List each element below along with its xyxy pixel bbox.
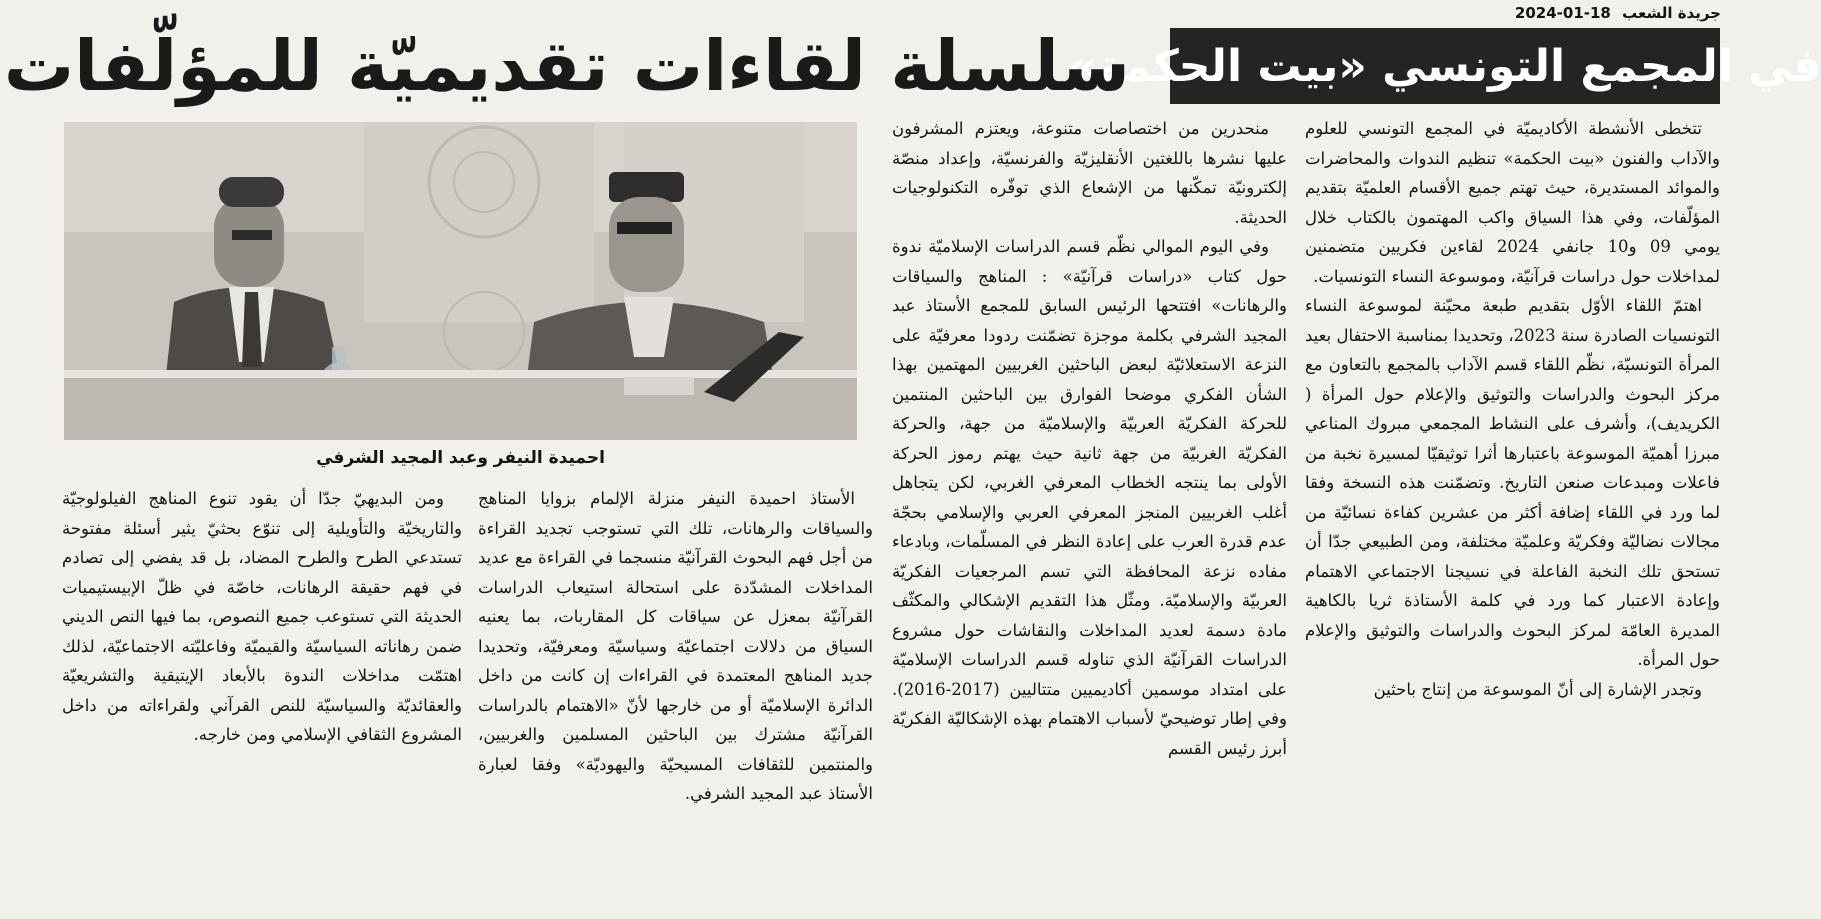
- paragraph: تتخطى الأنشطة الأكاديميّة في المجمع التونسي للعلوم والآداب والفنون «بيت الحكمة» تنظيم الندوات والمحاضرات والموائد المستديرة، حيث تهتم جميع الأقسام العلميّة بتقديم المؤلّفات، وفي هذا السياق واكب المهتمون بالكتاب خلال يومي 09 و10 جانفي 2024 لقاءين فكريين متضمنين لمداخلات حول دراسات قرآنيّة، وموسوعة النساء التونسيات.: [1305, 119, 1721, 286]
- article-column-4: [62, 484, 462, 864]
- paragraph: منحدرين من اختصاصات متنوعة، ويعتزم المشرفون عليها نشرها باللغتين الأنقليزيّة والفرنسيّة، وإعداد منصّة إلكترونيّة تمكّنها من الإشعاع الذي توفّره التكنولوجيات الحديثة.: [892, 119, 1287, 227]
- paragraph: اهتمّ اللقاء الأوّل بتقديم طبعة محيّنة لموسوعة النساء التونسيات الصادرة سنة 2023، وتحديدا بمناسبة الاحتفال بعيد المرأة التونسيّة، نظّم اللقاء قسم الآداب بالمجمع بالتعاون مع مركز البحوث والدراسات والتوثيق والإعلام حول المرأة ( الكريديف)، وأشرف على النشاط المجمعي مبروك المناعي مبرزا أهميّة الموسوعة باعتبارها أثرا توثيقيّا لمسيرة نخبة من فاعلات ومبدعات صنعن التاريخ. وتضمّنت هذه النسخة وفقا لما ورد في اللقاء إضافة أكثر من عشرين كفاءة نسائيّة من مجالات نضاليّة وفكريّة وعلميّة مختلفة، ومن الطبيعي جدّا أن تستحق تلك النخبة الفاعلة في نسيجنا الاجتماعي الاهتمام وإعادة الاعتبار كما ورد في كلمة الأستاذة ثريا بالكاهية المديرة العامّة لمركز البحوث والدراسات والتوثيق والإعلام حول المرأة.: [1305, 296, 1721, 669]
- issue-date: 2024-01-18: [1514, 4, 1611, 22]
- paragraph: الأستاذ احميدة النيفر منزلة الإلمام بزوايا المناهج والسياقات والرهانات، تلك التي تستوجب تجديد القراءة من أجل فهم البحوث القرآنيّة منسجما في القراءة مع عديد المداخلات المشدّدة على استحالة استيعاب الدراسات القرآنيّة بمعزل عن سياقات كل المقاربات، بما يعنيه السياق من دلالات اجتماعيّة وسياسيّة ومعرفيّة، وتحديدا جديد المناهج المعتمدة في القراءات إن كانت من داخل الدائرة الإسلاميّة أو من خارجها لأنّ «الاهتمام بالدراسات القرآنيّة مشترك بين الباحثين المسلمين والغربيين، والمنتمين للثقافات المسيحيّة واليهوديّة» وفقا لعبارة الأستاذ عبد المجيد الشرفي.: [478, 489, 873, 803]
- article-column-3: [478, 484, 873, 864]
- article-column-2: [892, 114, 1287, 844]
- newspaper-name: جريدة الشعب: [1622, 4, 1721, 22]
- paragraph: وتجدر الإشارة إلى أنّ الموسوعة من إنتاج باحثين: [1373, 679, 1702, 699]
- article-column-1: [1305, 114, 1720, 844]
- paragraph: ومن البديهيّ جدّا أن يقود تنوع المناهج الفيلولوجيّة والتاريخيّة والتأويلية إلى تنوّع بحثيّ يثير أسئلة مفتوحة تستدعي الطرح والطرح المضاد، بل قد يفضي إلى تصادم في فهم حقيقة الرهانات، خاصّة في ظلّ الإبيستيميات الحديثة التي تستوعب جميع النصوص، بما فيها النص الديني ضمن رهاناته السياسيّة والقيميّة وفاعليّته الاجتماعيّة، لذلك اهتمّت مداخلات الندوة بالأبعاد الإيتيقية والتشريعيّة والعقائديّة والسياسيّة للنص القرآني ولقراءاته من داخل المشروع الثقافي الإسلامي ومن خارجه.: [62, 489, 462, 744]
- photo-caption: احميدة النيفر وعبد المجيد الشرفي: [316, 448, 605, 468]
- kicker-banner: [1068, 28, 1821, 104]
- paragraph: وفي اليوم الموالي نظّم قسم الدراسات الإسلاميّة ندوة حول كتاب «دراسات قرآنيّة» : المناهج والسياقات والرهانات» افتتحها الرئيس السابق للمجمع الأستاذ عبد المجيد الشرفي بكلمة موجزة تضمّنت ردودا معرفيّة على النزعة الاستعلائيّة لبعض الباحثين الغربيين المهتمين بهذا الشأن الفكري موضحا الفوارق بين الباحثين المنتمين للحركة الفكريّة العربيّة والإسلاميّة من جهة، والحركة الفكريّة الغربيّة من جهة ثانية حيث يهتم رموز الحركة الأولى بما ينتجه الخطاب المعرفي الغربي، لكن يتجاهل أغلب الغربيين المنجز المعرفي العربي والإسلامي بحجّة عدم قدرة العرب على إعادة النظر في المسلّمات، وبادعاء مفاده نزعة المحافظة التي تسم المرجعيات الفكريّة العربيّة والإسلاميّة. ومثّل هذا التقديم الإشكالي والمكثّف مادة دسمة لعديد المداخلات والنقاشات حول مشروع الدراسات القرآنيّة الذي تناوله قسم الدراسات الإسلاميّة على امتداد موسمين أكاديميين متتاليين (2017-2016). وفي إطار توضيحيّ لأسباب الاهتمام بهذه الإشكاليّة الفكريّة أبرز رئيس القسم: [892, 237, 1287, 758]
- kicker-text: في المجمع التونسي «بيت الحكمة»: [1068, 40, 1821, 92]
- article-headline: سلسلة لقاءات تقديميّة للمؤلّفات: [3, 25, 1130, 107]
- masthead: [1515, 4, 1721, 22]
- photo-illustration: [64, 122, 857, 440]
- article-photo: [64, 122, 857, 440]
